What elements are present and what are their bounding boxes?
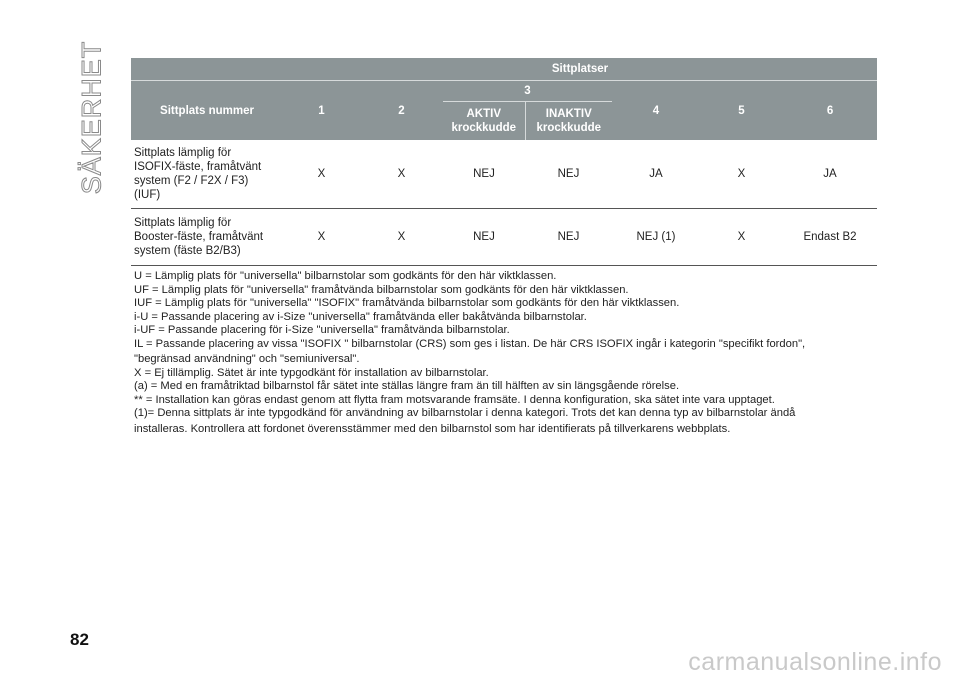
note-line: i-U = Passande placering av i-Size "universella" framåtvända eller bakåtvända bilbarnstolar. <box>134 310 587 323</box>
watermark: carmanualsonline.info <box>688 648 942 676</box>
seat-2-header: 2 <box>360 81 443 141</box>
seat-number-label: Sittplats nummer <box>131 81 283 141</box>
seat-3-active-airbag <box>443 102 525 141</box>
note-line: ** = Installation kan göras endast genom att flytta fram motsvarande framsäte. I denna konfiguration, ska sätet inte vara upptaget. <box>134 393 775 406</box>
row-label-line: Booster-fäste, framåtvänt <box>134 231 264 243</box>
table-cell: X <box>700 209 783 266</box>
child-seat-table <box>131 58 877 266</box>
note-line: installeras. Kontrollera att fordonet överensstämmer med den bilbarnstol som har identifierats på tillverkarens webbplats. <box>134 422 731 435</box>
active-airbag-line-1: AKTIV <box>466 108 501 120</box>
table-cell: X <box>700 140 783 209</box>
seat-3-inactive-airbag <box>525 102 612 141</box>
corner-cell <box>131 58 283 81</box>
inactive-airbag-line-1: INAKTIV <box>545 108 592 120</box>
row-label-line: Sittplats lämplig för <box>134 147 232 159</box>
legend-notes <box>134 270 879 436</box>
note-line: (a) = Med en framåtriktad bilbarnstol får sätet inte ställas längre fram än till hälften av sin längsgående rörelse. <box>134 380 680 392</box>
seats-group-header: Sittplatser <box>283 58 877 81</box>
seat-number-header-row <box>131 81 877 102</box>
row-label-line: Sittplats lämplig för <box>134 217 232 229</box>
seat-3-header: 3 <box>443 81 612 102</box>
note-line: UF = Lämplig plats för "universella" framåtvända bilbarnstolar som godkänts för den här viktklassen. <box>134 283 629 296</box>
note-line: X = Ej tillämplig. Sätet är inte typgodkänt för installation av bilbarnstolar. <box>134 366 489 379</box>
seat-1-header: 1 <box>283 81 360 141</box>
note-line: i-UF = Passande placering för i-Size "universella" framåtvända bilbarnstolar. <box>134 324 510 336</box>
table-cell: NEJ <box>525 209 612 266</box>
table-cell: X <box>283 209 360 266</box>
seat-6-header: 6 <box>783 81 877 141</box>
seat-4-header: 4 <box>612 81 700 141</box>
table-cell: NEJ <box>525 140 612 209</box>
table-cell: Endast B2 <box>783 209 877 266</box>
inactive-airbag-line-2: krockkudde <box>536 122 602 134</box>
row-label-isofix <box>131 140 283 209</box>
row-label-line: system (F2 / F2X / F3) <box>134 175 249 187</box>
note-line: IL = Passande placering av vissa "ISOFIX " bilbarnstolar (CRS) som ges i listan. De här CRS ISOFIX ingår i kategorin "specifikt fordon", <box>134 337 806 350</box>
note-line: "begränsad användning" och "semiuniversal". <box>134 353 360 365</box>
section-title-vertical <box>70 40 114 194</box>
table-cell: X <box>283 140 360 209</box>
note-line: IUF = Lämplig plats för "universella" "ISOFIX" framåtvända bilbarnstolar som godkänts för den här viktklassen. <box>134 297 680 309</box>
seats-group-header-row <box>131 58 877 81</box>
table-cell: X <box>360 209 443 266</box>
page-number: 82 <box>70 630 89 649</box>
note-line: U = Lämplig plats för "universella" bilbarnstolar som godkänts för den här viktklassen. <box>134 270 557 282</box>
table-row-isofix <box>131 140 877 209</box>
table-row-booster <box>131 209 877 266</box>
table-cell: NEJ <box>443 140 525 209</box>
active-airbag-line-2: krockkudde <box>451 122 517 134</box>
row-label-booster <box>131 209 283 266</box>
table-cell: JA <box>612 140 700 209</box>
row-label-line: ISOFIX-fäste, framåtvänt <box>134 161 262 173</box>
note-line: (1)= Denna sittplats är inte typgodkänd för användning av bilbarnstolar i denna kategori. Trots det kan denna typ av bilbarnstolar ändå <box>134 407 796 419</box>
table-cell: X <box>360 140 443 209</box>
row-label-line: system (fäste B2/B3) <box>134 245 241 257</box>
seat-5-header: 5 <box>700 81 783 141</box>
table-cell: NEJ (1) <box>612 209 700 266</box>
table-cell: NEJ <box>443 209 525 266</box>
row-label-line: (IUF) <box>134 189 161 201</box>
section-title-text: SÄKERHET <box>76 40 107 194</box>
table-cell: JA <box>783 140 877 209</box>
